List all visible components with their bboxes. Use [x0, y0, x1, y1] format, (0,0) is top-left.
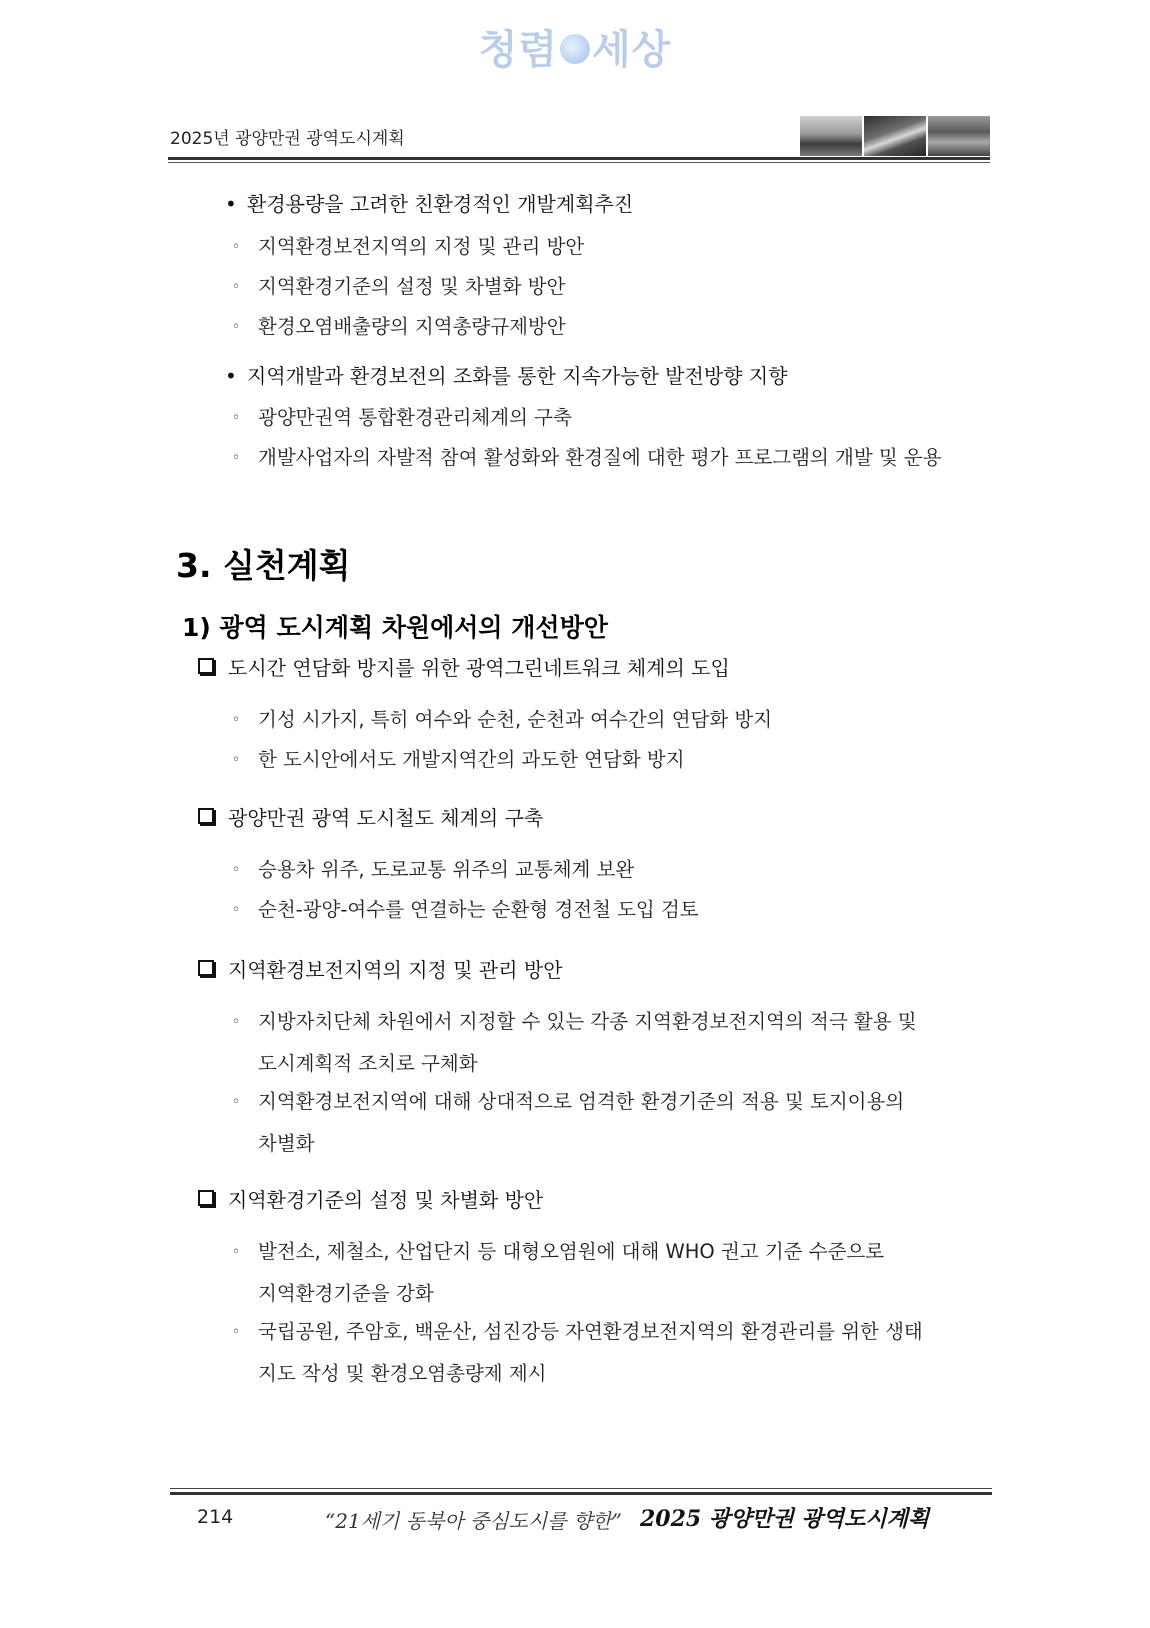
group-title-3: 지역환경보전지역의 지정 및 관리 방안 — [198, 954, 563, 983]
checkbox-square-icon — [198, 658, 214, 674]
circle-bullet-icon: ◦ — [232, 862, 241, 878]
circle-bullet-icon: ◦ — [232, 1094, 241, 1110]
header-photo-city — [928, 116, 990, 156]
watermark-logo — [0, 18, 1150, 75]
footer-divider-thin — [170, 1488, 992, 1489]
list-item: ◦ 기성 시가지, 특히 여수와 순천, 순천과 여수간의 연담화 방지 — [232, 699, 772, 741]
watermark-right: 세상 — [592, 27, 672, 73]
circle-bullet-icon: ◦ — [232, 450, 241, 466]
checkbox-square-icon — [198, 960, 214, 976]
subsection-heading: 1) 광역 도시계획 차원에서의 개선방안 — [182, 613, 608, 642]
group-title-4: 지역환경기준의 설정 및 차별화 방안 — [198, 1184, 543, 1213]
list-item: ◦ 순천-광양-여수를 연결하는 순환형 경전철 도입 검토 — [232, 889, 699, 931]
header-divider-thin — [168, 162, 990, 163]
circle-bullet-icon: ◦ — [232, 752, 241, 768]
list-item: ◦ 지역환경기준의 설정 및 차별화 방안 — [232, 266, 565, 308]
bullet-dot-icon: • — [225, 192, 237, 216]
watermark-left: 청렴 — [478, 27, 558, 73]
circle-bullet-icon: ◦ — [232, 902, 241, 918]
footer-slogan: “21세기 동북아 중심도시를 향한” — [325, 1509, 622, 1533]
header-photo-river — [864, 116, 926, 156]
list-item: ◦ 국립공원, 주암호, 백운산, 섬진강등 자연환경보전지역의 환경관리를 위한 생태 지도 작성 및 환경오염총량제 제시 — [232, 1311, 923, 1395]
bullet-dot-icon: • — [225, 364, 237, 388]
circle-bullet-icon: ◦ — [232, 712, 241, 728]
checkbox-square-icon — [198, 808, 214, 824]
list-item: ◦ 개발사업자의 자발적 참여 활성화와 환경질에 대한 평가 프로그램의 개발 및 운용 — [232, 437, 942, 479]
list-item: ◦ 지역환경보전지역의 지정 및 관리 방안 — [232, 226, 584, 268]
bullet-heading-1: • 환경용량을 고려한 친환경적인 개발계획추진 — [225, 192, 634, 216]
circle-bullet-icon: ◦ — [232, 319, 241, 335]
list-item: ◦ 지역환경보전지역에 대해 상대적으로 엄격한 환경기준의 적용 및 토지이용의 차별화 — [232, 1081, 904, 1165]
watermark-orb-icon — [560, 34, 590, 64]
header-divider — [168, 157, 990, 160]
circle-bullet-icon: ◦ — [232, 239, 241, 255]
list-item: ◦ 발전소, 제철소, 산업단지 등 대형오염원에 대해 WHO 권고 기준 수준으로 지역환경기준을 강화 — [232, 1231, 884, 1315]
checkbox-square-icon — [198, 1190, 214, 1206]
footer-title: 2025 광양만권 광역도시계획 — [640, 1506, 930, 1532]
circle-bullet-icon: ◦ — [232, 1324, 241, 1340]
group-title-1: 도시간 연담화 방지를 위한 광역그린네트워크 체계의 도입 — [198, 652, 730, 681]
circle-bullet-icon: ◦ — [232, 1014, 241, 1030]
header-title: 2025년 광양만권 광역도시계획 — [170, 129, 405, 149]
list-item: ◦ 한 도시안에서도 개발지역간의 과도한 연담화 방지 — [232, 739, 685, 781]
circle-bullet-icon: ◦ — [232, 410, 241, 426]
list-item: ◦ 광양만권역 통합환경관리체계의 구축 — [232, 397, 572, 439]
circle-bullet-icon: ◦ — [232, 279, 241, 295]
footer-divider — [170, 1492, 992, 1495]
header-photo-coast — [800, 116, 862, 156]
section-heading: 3. 실천계획 — [176, 546, 351, 585]
group-title-2: 광양만권 광역 도시철도 체계의 구축 — [198, 802, 543, 831]
list-item: ◦ 승용차 위주, 도로교통 위주의 교통체계 보완 — [232, 849, 634, 891]
bullet-heading-2: • 지역개발과 환경보전의 조화를 통한 지속가능한 발전방향 지향 — [225, 364, 788, 388]
header-photo-strip — [800, 116, 990, 156]
circle-bullet-icon: ◦ — [232, 1244, 241, 1260]
list-item: ◦ 환경오염배출량의 지역총량규제방안 — [232, 306, 566, 348]
page-number: 214 — [197, 1506, 234, 1528]
list-item: ◦ 지방자치단체 차원에서 지정할 수 있는 각종 지역환경보전지역의 적극 활용 및 도시계획적 조치로 구체화 — [232, 1001, 917, 1085]
